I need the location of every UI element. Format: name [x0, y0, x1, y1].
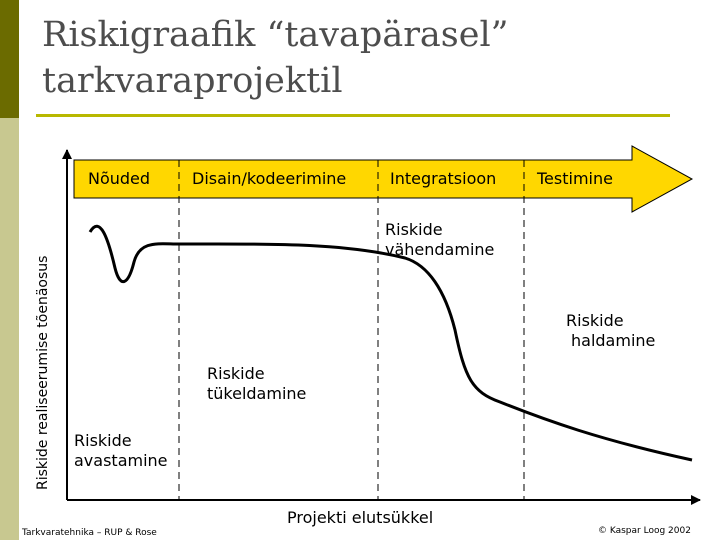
footer-course: Tarkvaratehnika – RUP & Rose [22, 528, 157, 538]
phase-label-design: Disain/kodeerimine [192, 169, 347, 188]
y-axis-label: Riskide realiseerumise tõenäosus [35, 255, 51, 490]
annotation-management: Riskide haldamine [566, 311, 656, 350]
annotation-decomposition: Riskide tükeldamine [207, 364, 307, 403]
annotation-discovery: Riskide avastamine [74, 431, 168, 470]
footer-copyright: © Kaspar Loog 2002 [598, 526, 691, 536]
phase-label-integration: Integratsioon [390, 169, 497, 188]
x-axis-label: Projekti elutsükkel [287, 508, 434, 527]
title-line-1: Riskigraafik “tavapärasel” [42, 15, 509, 55]
phase-label-testing: Testimine [537, 169, 613, 188]
annotation-reduction: Riskide vähendamine [385, 220, 495, 259]
phase-label-requirements: Nõuded [88, 169, 151, 188]
title-line-2: tarkvaraprojektil [42, 61, 343, 101]
